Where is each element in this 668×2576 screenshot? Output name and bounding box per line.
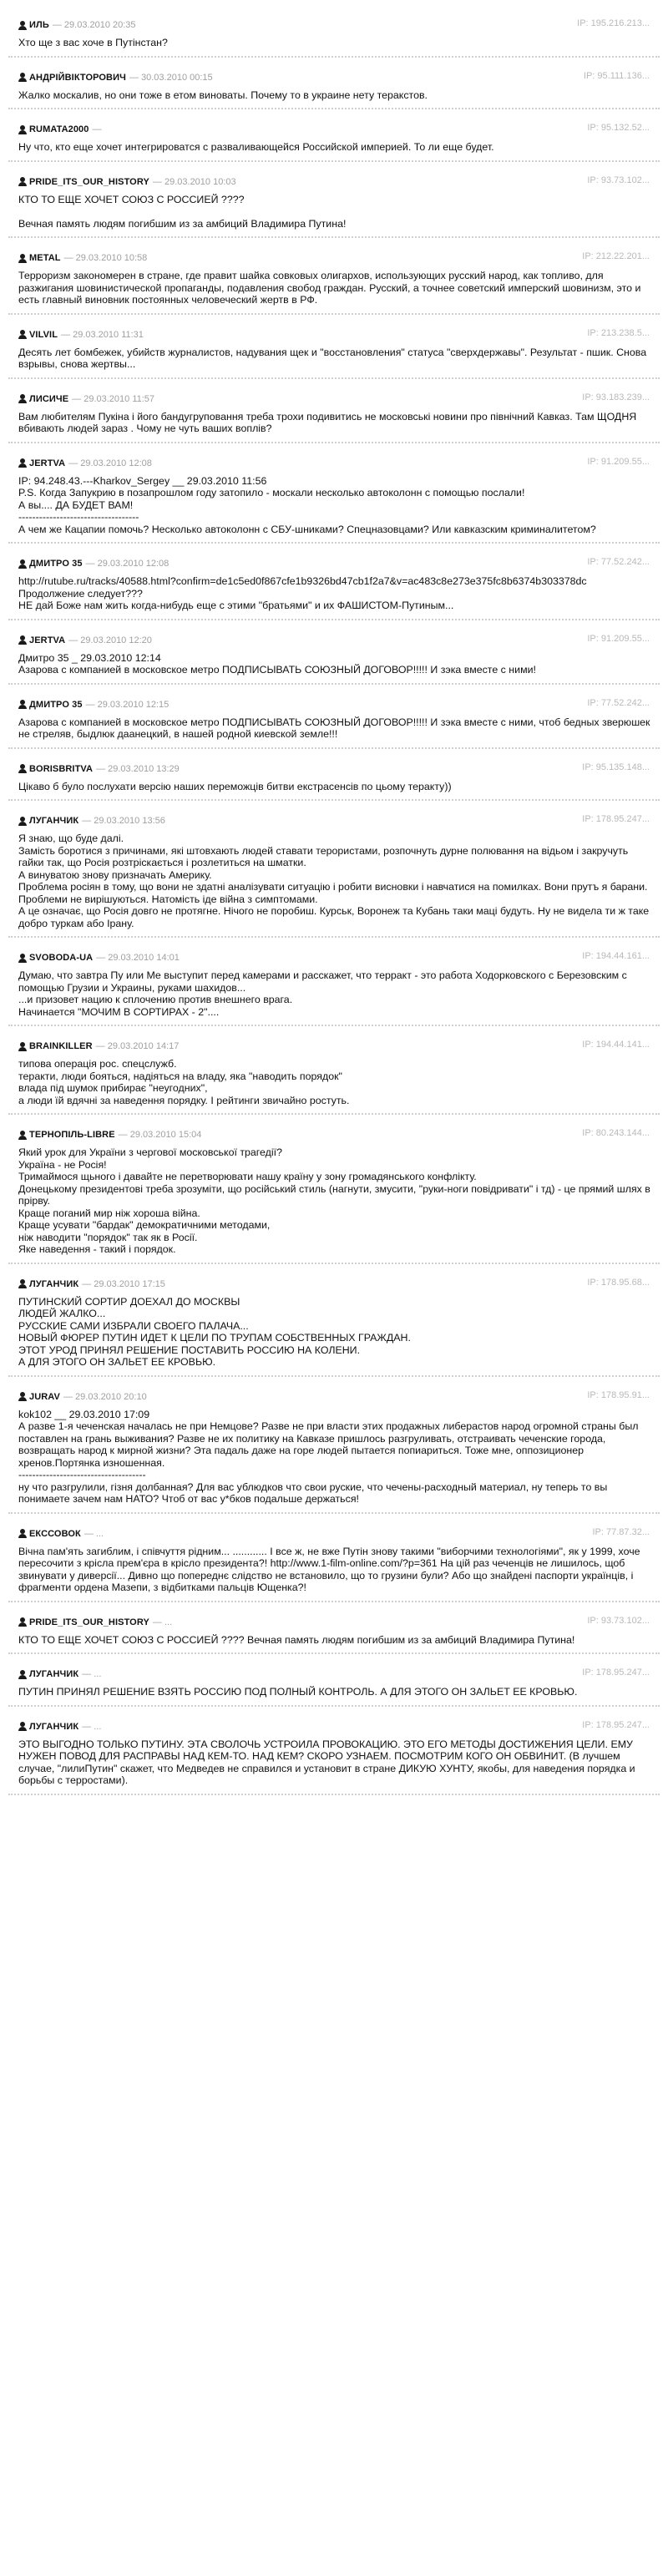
comment bbox=[8, 685, 660, 749]
comment-date-value: 29.03.2010 15:04 bbox=[129, 1130, 202, 1140]
comment bbox=[8, 1707, 660, 1795]
comment-ip: IP: 178.95.247... bbox=[582, 1668, 650, 1678]
comment-ip: IP: 195.216.213... bbox=[577, 18, 650, 28]
comment-ip: IP: 80.243.144... bbox=[582, 1128, 650, 1138]
comment-ip: IP: 93.183.239... bbox=[582, 392, 650, 402]
comment-text: kok102 __ 29.03.2010 17:09 А разве 1-я чеченская началась не при Немцове? Разве не при власти этих продажных либерастов народ огромной страны был поставлен на грань выживания? Разве не их политику на Кавказе пришлось разгруливать, отстраивать чеченские города, возвращать народ к мирной жизни? Эта падаль даже на горе людей пытается попиариться. Тоже мне, оппозиционер хренов.Портянка изношенная. ------------------------------------- ну что разгрулили, гізня долбанная? Для вас ублюдков что свои руские, что чечены-расходный материал, ну теперь то вы понимаете зачем нам НАТО? Чтоб от вас у*бков подальше держаться! bbox=[18, 1408, 639, 1505]
comment-meta bbox=[18, 457, 651, 470]
comment-date-value: 29.03.2010 11:31 bbox=[73, 329, 144, 340]
comment-author-link[interactable]: JURAV bbox=[29, 1391, 60, 1402]
comment-author-link[interactable]: ЛУГАНЧИК bbox=[29, 1278, 79, 1289]
comment-ip: IP: 93.73.102... bbox=[587, 175, 650, 185]
user-icon bbox=[18, 73, 27, 82]
comment-date: — ... bbox=[82, 1669, 102, 1679]
user-icon bbox=[18, 458, 27, 468]
comment-date: — 29.03.2010 12:20 bbox=[68, 635, 152, 645]
comment-author-link[interactable]: RUMATA2000 bbox=[29, 124, 89, 134]
comment-meta bbox=[18, 1128, 651, 1141]
comment-date-value: 29.03.2010 14:17 bbox=[107, 1041, 180, 1051]
comment-date: — 29.03.2010 11:57 bbox=[72, 393, 155, 404]
user-icon bbox=[18, 1131, 27, 1140]
comment-date: — 29.03.2010 11:31 bbox=[61, 329, 144, 340]
comment-date-value: 29.03.2010 20:10 bbox=[75, 1391, 147, 1402]
comment-date-value: 29.03.2010 20:35 bbox=[63, 20, 136, 30]
comment-date-value: ... bbox=[164, 1617, 173, 1627]
comment-date: — 29.03.2010 13:29 bbox=[96, 763, 180, 774]
comment-text: http://rutube.ru/tracks/40588.html?confirm=de1c5ed0f867cfe1b9326bd47cb1f2a7&v=ac483c8e273e375fc8b6374b303378dc Продолжение следует??? НЕ дай Боже нам жить когда-нибудь еще с этими "братьями" и их ФАШИСТОМ-Путиным... bbox=[18, 575, 587, 611]
user-icon bbox=[18, 700, 27, 709]
comment-date-value: 29.03.2010 14:01 bbox=[108, 953, 180, 963]
comment-text: Цікаво б було послухати версію наших переможців битви екстрасенсів по цьому теракту)) bbox=[18, 780, 452, 792]
comment-date: — 29.03.2010 12:08 bbox=[68, 458, 152, 468]
comment-ip: IP: 95.132.52... bbox=[587, 123, 650, 133]
comment-meta bbox=[18, 698, 651, 711]
comment-ip: IP: 77.52.242... bbox=[587, 557, 650, 567]
comment bbox=[8, 801, 660, 938]
comment bbox=[8, 1115, 660, 1264]
comment-author-link[interactable]: ТЕРНОПІЛЬ-LIBRE bbox=[29, 1130, 115, 1140]
comment-author-link[interactable]: ЛУГАНЧИК bbox=[29, 1669, 79, 1679]
user-icon bbox=[18, 394, 27, 403]
comment bbox=[8, 620, 660, 685]
comment bbox=[8, 315, 660, 379]
comment-text: Вам любителям Пукіна і його бандугруповання треба трохи подивитись не московські новини про північний Кавказ. Там ЩОДНЯ вбивають людей зараз . Чому не чуть ваших воплів? bbox=[18, 410, 640, 434]
comment-author-link[interactable]: PRIDE_ITS_OUR_HISTORY bbox=[29, 176, 149, 187]
comment-meta bbox=[18, 328, 651, 342]
comment-date-value: 29.03.2010 11:57 bbox=[84, 393, 155, 404]
comment-text: Дмитро 35 _ 29.03.2010 12:14 Азарова с компанией в московское метро ПОДПИСЫВАТЬ СОЮЗНЫЙ ДОГОВОР!!!!! И зэка вместе с ними! bbox=[18, 651, 536, 676]
comment-text: ПУТИНСКИЙ СОРТИР ДОЕХАЛ ДО МОСКВЫ ЛЮДЕЙ ЖАЛКО... РУССКИЕ САМИ ИЗБРАЛИ СВОЕГО ПАЛАЧА... НОВЫЙ ФЮРЕР ПУТИН ИДЕТ К ЦЕЛИ ПО ТРУПАМ СОБСТВЕННЫХ ГРАЖДАН. ЭТОТ УРОД ПРИНЯЛ РЕШЕНИЕ ПОСТАВИТЬ РОССИЮ НА КОЛЕНИ. А ДЛЯ ЭТОГО ОН ЗАЛЬЕТ ЕЕ КРОВЬЮ. bbox=[18, 1295, 411, 1368]
comment-ip: IP: 213.238.5... bbox=[587, 327, 650, 338]
comment-author-link[interactable]: ДМИТРО 35 bbox=[29, 699, 83, 710]
comment-meta bbox=[18, 175, 651, 189]
comment-ip: IP: 194.44.141... bbox=[582, 1040, 650, 1050]
user-icon bbox=[18, 559, 27, 569]
comment-meta bbox=[18, 123, 651, 136]
comment-meta bbox=[18, 1720, 651, 1733]
comment-author-link[interactable]: BRAINKILLER bbox=[29, 1041, 93, 1051]
comment-date: — 29.03.2010 13:56 bbox=[82, 816, 165, 826]
comment-author-link[interactable]: ЕКССОВОК bbox=[29, 1528, 81, 1539]
comment-meta bbox=[18, 762, 651, 776]
comment-ip: IP: 91.209.55... bbox=[587, 456, 650, 467]
comment-date: — 29.03.2010 15:04 bbox=[118, 1130, 202, 1140]
comment-author-link[interactable]: SVOBODA-UA bbox=[29, 953, 94, 963]
comment bbox=[8, 379, 660, 443]
comment bbox=[8, 749, 660, 802]
comment-text: IP: 94.248.43.---Kharkov_Sergey __ 29.03.2010 11:56 P.S. Когда Запукрию в позапрошлом году затопило - москали несколько автоколонн с помощью послали! А вы.... ДА БУДЕТ ВАМ! ----------------------------------- А чем же Кацапии помочь? Несколько автоколонн с СБУ-шниками? Спецназовцами? Или кавказским криминалитетом? bbox=[18, 474, 596, 535]
comment-author-link[interactable]: АНДРІЙВІКТОРОВИЧ bbox=[29, 72, 126, 83]
comment-ip: IP: 178.95.247... bbox=[582, 814, 650, 824]
comment-date: — 29.03.2010 17:15 bbox=[82, 1278, 165, 1289]
comment-date: — ... bbox=[82, 1721, 102, 1732]
comment-text: ПУТИН ПРИНЯЛ РЕШЕНИЕ ВЗЯТЬ РОССИЮ ПОД ПОЛНЫЙ КОНТРОЛЬ. А ДЛЯ ЭТОГО ОН ЗАЛЬЕТ ЕЕ КРОВЬЮ. bbox=[18, 1686, 578, 1698]
comment bbox=[8, 544, 660, 620]
comment-meta bbox=[18, 1616, 651, 1629]
comment-text: Терроризм закономерен в стране, где правит шайка совковых олигархов, использующих русский народ, как топливо, для разжигания шовинистической пропаганды, подавления свобод граждан. Русский, а точнее советский имперский шовинизм, это и есть главный виновник постоянных человеческий жертв в РФ. bbox=[18, 270, 644, 306]
comment-date-value: ... bbox=[95, 1528, 104, 1539]
user-icon bbox=[18, 1392, 27, 1401]
comment-author-link[interactable]: PRIDE_ITS_OUR_HISTORY bbox=[29, 1617, 149, 1627]
comment-date-value: 29.03.2010 13:56 bbox=[94, 816, 165, 826]
comment-text: Вічна пам'ять загиблим, і співчуття рідним... ............ І все ж, не вже Путін знову такими "виборчими технологіями", як у 1999, хоче пересочити з крісла прем'єра в крісло президента?! http://www.1-film-online.com/?p=361 На цій раз чеченців не лишилось, щоб звинувати у диверсії... Дивно що попереднє слідство не встановило, що то грузини були? Або що знайдені паспорти українців, і фрагменти ордена Мазепи, з відбитками пальців Ющенка?! bbox=[18, 1545, 644, 1593]
comment-meta bbox=[18, 814, 651, 827]
comment bbox=[8, 0, 660, 58]
comment-author-link[interactable]: BORISBRITVA bbox=[29, 763, 94, 774]
comment-text: Жалко москалив, но они тоже в етом виноваты. Почему то в украине нету теракстов. bbox=[18, 89, 428, 101]
comment-date-value: 29.03.2010 10:03 bbox=[164, 176, 236, 187]
comment-text: типова операція рос. спецслужб. теракти, люди бояться, надіяться на владу, яка "наводить порядок" влада під шумок прибирає "неугодних", а люди їй вдячні за наведення порядку. І рейтинги звичайно ростуть. bbox=[18, 1058, 350, 1106]
comment bbox=[8, 443, 660, 544]
comment-meta bbox=[18, 951, 651, 964]
comment-ip: IP: 178.95.91... bbox=[587, 1389, 650, 1400]
comment-date: — bbox=[92, 124, 102, 134]
comment-date-value: 29.03.2010 12:08 bbox=[97, 559, 170, 569]
comment bbox=[8, 1602, 660, 1655]
comment-text: КТО ТО ЕЩЕ ХОЧЕТ СОЮЗ С РОССИЕЙ ???? Вечная память людям погибшим из за амбиций Владимира Путина! bbox=[18, 1633, 575, 1646]
comment-date: — 29.03.2010 14:17 bbox=[95, 1041, 180, 1051]
user-icon bbox=[18, 1042, 27, 1051]
comment-ip: IP: 212.22.201... bbox=[582, 251, 650, 261]
comment-date: — ... bbox=[84, 1528, 104, 1539]
comment bbox=[8, 1026, 660, 1115]
comment-meta bbox=[18, 251, 651, 265]
user-icon bbox=[18, 1670, 27, 1679]
user-icon bbox=[18, 177, 27, 186]
comment-text: Десять лет бомбежек, убийств журналистов, надувания щек и "восстановления" статуса "сверхдержавы". Результат - пшик. Снова взрывы, снова жертвы... bbox=[18, 346, 650, 370]
user-icon bbox=[18, 764, 27, 773]
comment bbox=[8, 1377, 660, 1514]
user-icon bbox=[18, 1529, 27, 1538]
comment-date-value: 29.03.2010 12:20 bbox=[80, 635, 152, 645]
comment-ip: IP: 95.111.136... bbox=[583, 70, 650, 81]
user-icon bbox=[18, 954, 27, 963]
comment bbox=[8, 1654, 660, 1707]
user-icon bbox=[18, 1279, 27, 1288]
comment-author-link[interactable]: ЛУГАНЧИК bbox=[29, 1721, 79, 1732]
comment-date: — 29.03.2010 12:08 bbox=[85, 559, 170, 569]
comment-meta bbox=[18, 71, 651, 84]
comment-date-value: 29.03.2010 12:08 bbox=[80, 458, 152, 468]
comment-text: Ну что, кто еще хочет интегрироватся с разваливающейся Российской империей. То ли еще будет. bbox=[18, 141, 494, 153]
comment-text: Азарова с компанией в московское метро ПОДПИСЫВАТЬ СОЮЗНЫЙ ДОГОВОР!!!!! И зэка вместе с ними, чтоб бедных зверюшек не стреляв, быдлюк даанецкий, в нашей родной киевской земле!!! bbox=[18, 716, 653, 740]
comment-text: Я знаю, що буде далі. Замість боротися з причинами, які штовхають людей ставати терористами, розпочнуть дурне полювання на вiдьом і закручуть гайки так, що Росія розтріскається і розлетиться на шматки. А винуватою знову призначать Америку. Проблема росіян в тому, що вони не здатні аналізувати ситуацію і робити висновки і навчатися на помилках. Вони прутъ я барани. Проблеми не вирішуються. Натомість іде війна з симптомами. А це означає, що Росія довго не протягне. Нічого не поробиш. Курськ, Воронеж та Кубань таки маці будуть. Ну не видела ти ж таке добро туркам або Ірану. bbox=[18, 833, 650, 929]
comment-meta bbox=[18, 557, 651, 570]
comment-date-value: ... bbox=[94, 1669, 102, 1679]
comment-date-value: ... bbox=[94, 1721, 102, 1732]
comment-author-link[interactable]: ЛУГАНЧИК bbox=[29, 816, 79, 826]
comment-author-link[interactable]: ДМИТРО 35 bbox=[29, 559, 83, 569]
comment-date-value: 29.03.2010 17:15 bbox=[94, 1278, 165, 1289]
user-icon bbox=[18, 330, 27, 339]
comment bbox=[8, 938, 660, 1026]
comment-text: Який урок для України з чергової московської трагедії? Україна - не Росія! Тримаймося щьного і давайте не перетворювати нашу країну у зону громадянського конфлікту. Донецькому президентові треба зрозуміти, що російський стиль (нагнути, змусити, "руки-ноги повідривати" і тд) - це прямий шлях в прірву. Краще поганий мир ніж хороша війна. Краще усувати "бардак" демократичними методами, ніж наводити "порядок" так як в Росії. Яке наведення - такий і порядок. bbox=[18, 1146, 650, 1255]
comment-meta bbox=[18, 1390, 651, 1404]
comment-author-link[interactable]: ИЛЬ bbox=[29, 20, 49, 30]
user-icon bbox=[18, 817, 27, 826]
user-icon bbox=[18, 21, 27, 30]
comment-author-link[interactable]: JERTVA bbox=[29, 458, 66, 468]
comment-date: — ... bbox=[152, 1617, 173, 1627]
comment-ip: IP: 77.87.32... bbox=[592, 1526, 650, 1537]
comment-meta bbox=[18, 1040, 651, 1053]
comment-text: КТО ТО ЕЩЕ ХОЧЕТ СОЮЗ С РОССИЕЙ ???? Вечная память людям погибшим из за амбиций Владимира Путина! bbox=[18, 193, 347, 230]
comment-date: — 29.03.2010 10:58 bbox=[63, 253, 148, 263]
comment-date-value: 29.03.2010 12:15 bbox=[97, 699, 170, 710]
comment-ip: IP: 91.209.55... bbox=[587, 633, 650, 644]
comment-date-value: 29.03.2010 10:58 bbox=[75, 253, 148, 263]
comment-ip: IP: 93.73.102... bbox=[587, 1615, 650, 1626]
comment-date: — 29.03.2010 14:01 bbox=[96, 953, 180, 963]
comment-text: ЭТО ВЫГОДНО ТОЛЬКО ПУТИНУ. ЭТА СВОЛОЧЬ УСТРОИЛА ПРОВОКАЦИЮ. ЭТО ЕГО МЕТОДЫ ДОСТИЖЕНИЯ ЦЕЛИ. ЕМУ НУЖЕН ПОВОД ДЛЯ РАСПРАВЫ НАД КЕМ-ТО. НАД КЕМ? СКОРО УЗНАЕМ. ПОСМОТРИМ КОГО ОН ОБВИНИТ. (В лучшем случае, "лилиПутин" скажет, что Медведев не справился и установит в стране ДИКУЮ ХУНТУ, якобы, для наведения порядка и борьбы с терростами). bbox=[18, 1738, 639, 1786]
comment bbox=[8, 1264, 660, 1377]
comment-date: — 29.03.2010 10:03 bbox=[152, 176, 236, 187]
comment-author-link[interactable]: ЛИСИЧЕ bbox=[29, 393, 69, 404]
comment-author-link[interactable]: METAL bbox=[29, 253, 61, 263]
user-icon bbox=[18, 1617, 27, 1627]
comment-meta bbox=[18, 1668, 651, 1681]
comment bbox=[8, 238, 660, 315]
comment-ip: IP: 95.135.148... bbox=[582, 762, 650, 772]
comment-author-link[interactable]: VILVIL bbox=[29, 329, 58, 340]
comment bbox=[8, 109, 660, 162]
comment-meta bbox=[18, 18, 651, 32]
comment-date: — 29.03.2010 20:10 bbox=[63, 1391, 147, 1402]
comment-meta bbox=[18, 392, 651, 406]
comment-meta bbox=[18, 634, 651, 647]
comment-meta bbox=[18, 1278, 651, 1291]
user-icon bbox=[18, 635, 27, 645]
comment-ip: IP: 77.52.242... bbox=[587, 697, 650, 708]
comment-date: — 29.03.2010 12:15 bbox=[85, 699, 170, 710]
comment-date-value: 30.03.2010 00:15 bbox=[141, 72, 213, 83]
comment-date: — 29.03.2010 20:35 bbox=[52, 20, 136, 30]
comment-text: Думаю, что завтра Пу или Ме выступит перед камерами и расскажет, что терракт - это работа Ходорковского с Березовским с помощью Грузии и Украины, руками шахидов... ...и призовет нацию к сплочению против внешнего врага. Начинается "МОЧИМ В СОРТИРАХ - 2".... bbox=[18, 969, 627, 1018]
user-icon bbox=[18, 125, 27, 134]
user-icon bbox=[18, 1722, 27, 1731]
comment-ip: IP: 194.44.161... bbox=[582, 951, 650, 961]
comment-date: — 30.03.2010 00:15 bbox=[129, 72, 213, 83]
comment-ip: IP: 178.95.68... bbox=[587, 1277, 650, 1288]
comment bbox=[8, 58, 660, 110]
user-icon bbox=[18, 254, 27, 263]
comment-author-link[interactable]: JERTVA bbox=[29, 635, 66, 645]
comment-date-value: 29.03.2010 13:29 bbox=[108, 763, 180, 774]
comment bbox=[8, 1514, 660, 1602]
comment-meta bbox=[18, 1527, 651, 1541]
comment-text: Хто ще з вас хоче в Путінстан? bbox=[18, 37, 168, 48]
comment-ip: IP: 178.95.247... bbox=[582, 1719, 650, 1730]
comment bbox=[8, 162, 660, 239]
